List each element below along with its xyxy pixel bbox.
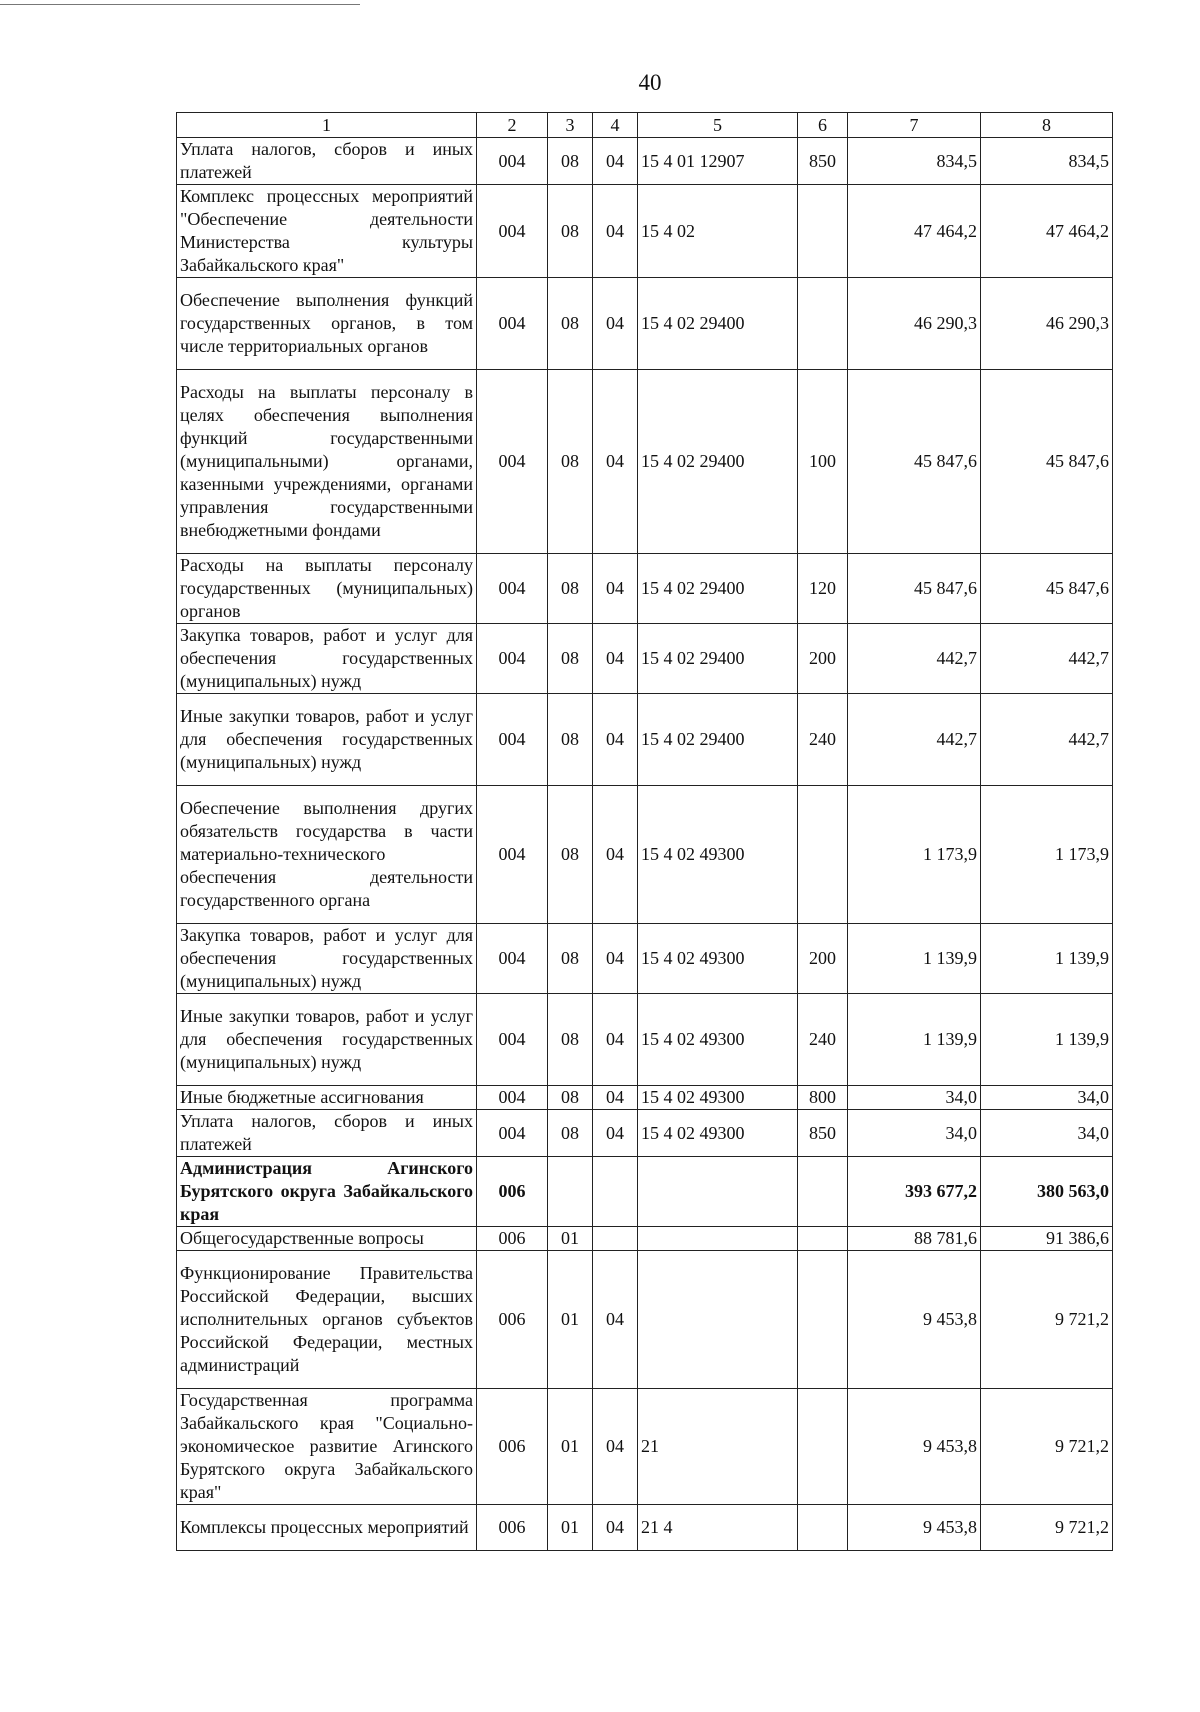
target-article-code: 15 4 02 29400 [638, 370, 798, 554]
subsection-code: 04 [593, 1505, 638, 1551]
expense-type-code [798, 786, 848, 924]
header-cell: 4 [593, 113, 638, 138]
subsection-code: 04 [593, 1251, 638, 1389]
amount-year-1: 393 677,2 [848, 1157, 981, 1227]
item-name: Иные бюджетные ассигнования [177, 1086, 477, 1110]
amount-year-1: 34,0 [848, 1086, 981, 1110]
amount-year-2: 1 139,9 [981, 924, 1113, 994]
amount-year-1: 9 453,8 [848, 1505, 981, 1551]
amount-year-1: 45 847,6 [848, 370, 981, 554]
item-name: Комплекс процессных мероприятий "Обеспечение деятельности Министерства культуры Забайкальского края" [177, 185, 477, 278]
expense-type-code: 200 [798, 924, 848, 994]
amount-year-2: 47 464,2 [981, 185, 1113, 278]
table-row [177, 1389, 1113, 1505]
ministry-code: 004 [477, 994, 548, 1086]
amount-year-2: 9 721,2 [981, 1505, 1113, 1551]
table-row [177, 1157, 1113, 1227]
amount-year-2: 834,5 [981, 138, 1113, 185]
target-article-code: 15 4 02 49300 [638, 924, 798, 994]
section-code: 01 [548, 1389, 593, 1505]
amount-year-1: 1 173,9 [848, 786, 981, 924]
ministry-code: 004 [477, 924, 548, 994]
item-name: Обеспечение выполнения других обязательств государства в части материально-технического обеспечения деятельности государственного органа [177, 786, 477, 924]
item-name: Администрация Агинского Бурятского округа Забайкальского края [177, 1157, 477, 1227]
subsection-code: 04 [593, 1086, 638, 1110]
ministry-code: 004 [477, 138, 548, 185]
target-article-code [638, 1251, 798, 1389]
expense-type-code: 240 [798, 694, 848, 786]
item-name: Закупка товаров, работ и услуг для обеспечения государственных (муниципальных) нужд [177, 924, 477, 994]
item-name: Уплата налогов, сборов и иных платежей [177, 138, 477, 185]
table-row [177, 786, 1113, 924]
subsection-code: 04 [593, 1389, 638, 1505]
ministry-code: 004 [477, 554, 548, 624]
item-name: Функционирование Правительства Российской Федерации, высших исполнительных органов субъектов Российской Федерации, местных администраций [177, 1251, 477, 1389]
section-code: 08 [548, 278, 593, 370]
target-article-code: 15 4 02 49300 [638, 786, 798, 924]
subsection-code: 04 [593, 370, 638, 554]
amount-year-2: 9 721,2 [981, 1251, 1113, 1389]
target-article-code [638, 1227, 798, 1251]
expense-type-code: 200 [798, 624, 848, 694]
header-cell: 1 [177, 113, 477, 138]
subsection-code: 04 [593, 624, 638, 694]
item-name: Уплата налогов, сборов и иных платежей [177, 1110, 477, 1157]
amount-year-2: 1 139,9 [981, 994, 1113, 1086]
amount-year-1: 442,7 [848, 694, 981, 786]
table-row [177, 370, 1113, 554]
ministry-code: 006 [477, 1157, 548, 1227]
ministry-code: 004 [477, 786, 548, 924]
section-code: 08 [548, 138, 593, 185]
subsection-code: 04 [593, 278, 638, 370]
expense-type-code [798, 1157, 848, 1227]
subsection-code: 04 [593, 694, 638, 786]
header-cell: 5 [638, 113, 798, 138]
target-article-code: 21 [638, 1389, 798, 1505]
item-name: Иные закупки товаров, работ и услуг для обеспечения государственных (муниципальных) нужд [177, 994, 477, 1086]
table-row [177, 694, 1113, 786]
amount-year-2: 380 563,0 [981, 1157, 1113, 1227]
target-article-code: 15 4 02 [638, 185, 798, 278]
section-code: 08 [548, 1110, 593, 1157]
amount-year-1: 1 139,9 [848, 994, 981, 1086]
ministry-code: 004 [477, 278, 548, 370]
section-code: 08 [548, 185, 593, 278]
expense-type-code [798, 1389, 848, 1505]
amount-year-1: 1 139,9 [848, 924, 981, 994]
subsection-code: 04 [593, 185, 638, 278]
table-row [177, 1227, 1113, 1251]
subsection-code: 04 [593, 554, 638, 624]
subsection-code: 04 [593, 138, 638, 185]
expense-type-code [798, 1505, 848, 1551]
expense-type-code: 800 [798, 1086, 848, 1110]
amount-year-1: 34,0 [848, 1110, 981, 1157]
section-code: 01 [548, 1227, 593, 1251]
table-row [177, 185, 1113, 278]
section-code: 08 [548, 786, 593, 924]
target-article-code: 15 4 02 29400 [638, 624, 798, 694]
section-code: 08 [548, 370, 593, 554]
subsection-code: 04 [593, 994, 638, 1086]
amount-year-1: 442,7 [848, 624, 981, 694]
item-name: Комплексы процессных мероприятий [177, 1505, 477, 1551]
expense-type-code [798, 1227, 848, 1251]
section-code [548, 1157, 593, 1227]
ministry-code: 006 [477, 1389, 548, 1505]
ministry-code: 004 [477, 1086, 548, 1110]
amount-year-1: 834,5 [848, 138, 981, 185]
header-cell: 6 [798, 113, 848, 138]
ministry-code: 006 [477, 1251, 548, 1389]
amount-year-1: 88 781,6 [848, 1227, 981, 1251]
item-name: Расходы на выплаты персоналу в целях обеспечения выполнения функций государственными (муниципальными) органами, казенными учреждениями, органами управления государственными внебюджетными фондами [177, 370, 477, 554]
table-row [177, 1251, 1113, 1389]
target-article-code: 15 4 02 29400 [638, 554, 798, 624]
subsection-code [593, 1227, 638, 1251]
ministry-code: 004 [477, 1110, 548, 1157]
section-code: 08 [548, 554, 593, 624]
target-article-code: 15 4 02 49300 [638, 994, 798, 1086]
table-row [177, 924, 1113, 994]
subsection-code: 04 [593, 1110, 638, 1157]
amount-year-1: 47 464,2 [848, 185, 981, 278]
amount-year-2: 91 386,6 [981, 1227, 1113, 1251]
section-code: 08 [548, 994, 593, 1086]
target-article-code: 15 4 02 29400 [638, 694, 798, 786]
amount-year-1: 9 453,8 [848, 1251, 981, 1389]
scan-edge-line [0, 4, 360, 5]
expense-type-code [798, 185, 848, 278]
amount-year-1: 9 453,8 [848, 1389, 981, 1505]
ministry-code: 004 [477, 185, 548, 278]
section-code: 08 [548, 694, 593, 786]
amount-year-2: 442,7 [981, 694, 1113, 786]
expense-type-code [798, 1251, 848, 1389]
header-cell: 3 [548, 113, 593, 138]
header-cell: 2 [477, 113, 548, 138]
target-article-code: 15 4 01 12907 [638, 138, 798, 185]
header-row [177, 113, 1113, 138]
table-row [177, 624, 1113, 694]
table-row [177, 138, 1113, 185]
amount-year-2: 46 290,3 [981, 278, 1113, 370]
amount-year-2: 45 847,6 [981, 370, 1113, 554]
table-row [177, 994, 1113, 1086]
table-row [177, 278, 1113, 370]
ministry-code: 004 [477, 370, 548, 554]
section-code: 01 [548, 1251, 593, 1389]
section-code: 08 [548, 924, 593, 994]
item-name: Расходы на выплаты персоналу государственных (муниципальных) органов [177, 554, 477, 624]
subsection-code [593, 1157, 638, 1227]
page-number: 40 [638, 70, 662, 95]
target-article-code: 15 4 02 29400 [638, 278, 798, 370]
subsection-code: 04 [593, 786, 638, 924]
target-article-code: 15 4 02 49300 [638, 1086, 798, 1110]
expense-type-code [798, 278, 848, 370]
ministry-code: 004 [477, 694, 548, 786]
ministry-code: 006 [477, 1505, 548, 1551]
item-name: Государственная программа Забайкальского края "Социально-экономическое развитие Агинского Бурятского округа Забайкальского края" [177, 1389, 477, 1505]
target-article-code [638, 1157, 798, 1227]
subsection-code: 04 [593, 924, 638, 994]
expense-type-code: 120 [798, 554, 848, 624]
header-cell: 7 [848, 113, 981, 138]
section-code: 08 [548, 624, 593, 694]
target-article-code: 21 4 [638, 1505, 798, 1551]
header-cell: 8 [981, 113, 1113, 138]
item-name: Общегосударственные вопросы [177, 1227, 477, 1251]
section-code: 01 [548, 1505, 593, 1551]
amount-year-1: 46 290,3 [848, 278, 981, 370]
item-name: Иные закупки товаров, работ и услуг для обеспечения государственных (муниципальных) нужд [177, 694, 477, 786]
expense-type-code: 100 [798, 370, 848, 554]
target-article-code: 15 4 02 49300 [638, 1110, 798, 1157]
amount-year-2: 34,0 [981, 1086, 1113, 1110]
amount-year-2: 45 847,6 [981, 554, 1113, 624]
ministry-code: 006 [477, 1227, 548, 1251]
ministry-code: 004 [477, 624, 548, 694]
section-code: 08 [548, 1086, 593, 1110]
amount-year-2: 442,7 [981, 624, 1113, 694]
table-row [177, 1086, 1113, 1110]
table-row [177, 1110, 1113, 1157]
expense-type-code: 240 [798, 994, 848, 1086]
expense-type-code: 850 [798, 1110, 848, 1157]
table-row [177, 554, 1113, 624]
amount-year-2: 1 173,9 [981, 786, 1113, 924]
budget-table [176, 112, 1113, 1551]
table-row [177, 1505, 1113, 1551]
item-name: Закупка товаров, работ и услуг для обеспечения государственных (муниципальных) нужд [177, 624, 477, 694]
item-name: Обеспечение выполнения функций государственных органов, в том числе территориальных органов [177, 278, 477, 370]
amount-year-2: 34,0 [981, 1110, 1113, 1157]
expense-type-code: 850 [798, 138, 848, 185]
amount-year-2: 9 721,2 [981, 1389, 1113, 1505]
amount-year-1: 45 847,6 [848, 554, 981, 624]
